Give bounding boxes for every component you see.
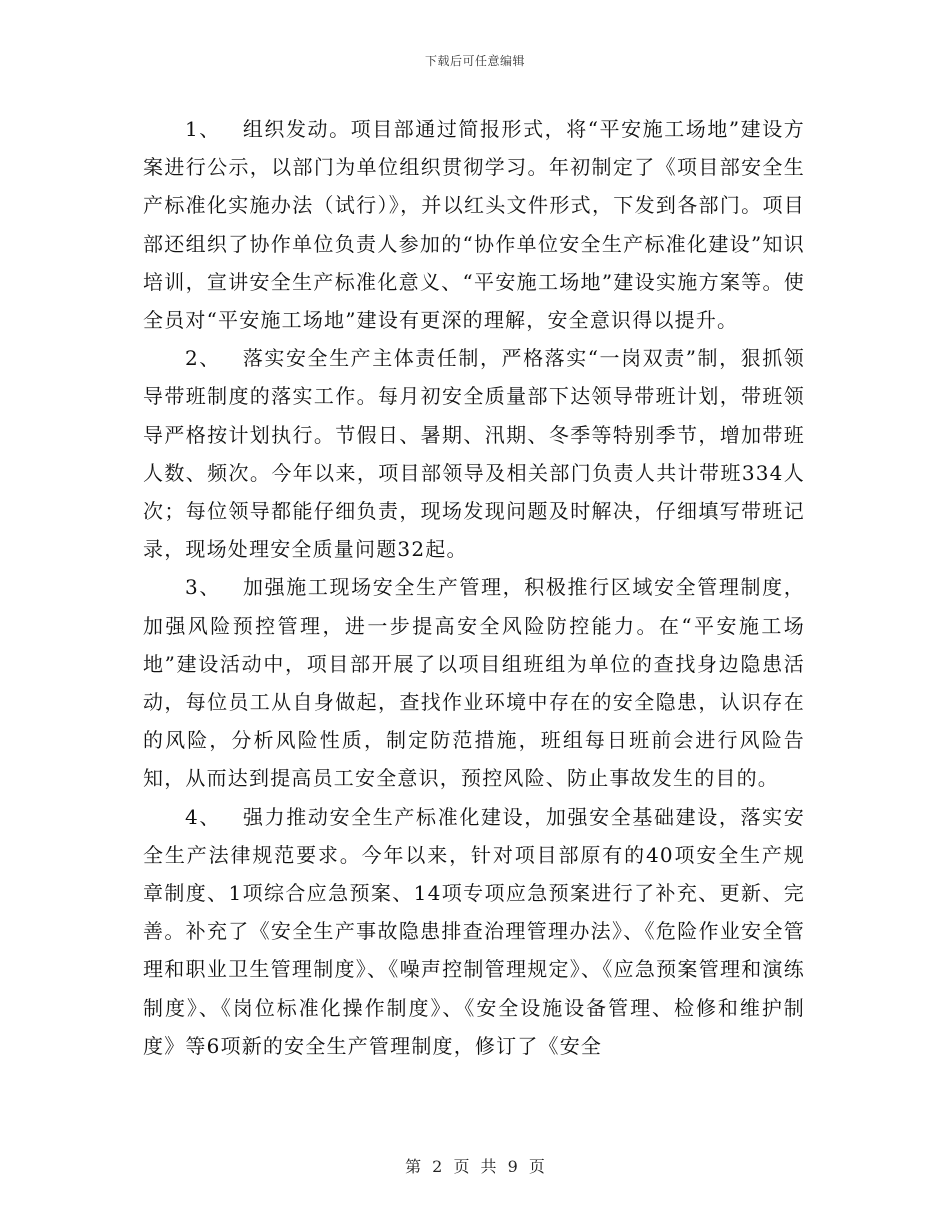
paragraph-text: 强力推动安全生产标准化建设，加强安全基础建设，落实安全生产法律规范要求。今年以来，针对项目部原有的40项安全生产规章制度、1项综合应急预案、14项专项应急预案进行了补充、更新、完善。补充了《安全生产事故隐患排查治理管理办法》、《危险作业安全管理和职业卫生管理制度》、《噪声控制管理规定》、《应急预案管理和演练制度》、《岗位标准化操作制度》、《安全设施设备管理、检修和维护制度》等6项新的安全生产管理制度，修订了《安全 <box>143 804 806 1058</box>
paragraph-1 <box>143 110 805 339</box>
paragraph-number: 3、 <box>185 575 221 600</box>
paragraph-number: 4、 <box>185 804 221 829</box>
document-body <box>143 110 805 1065</box>
page-header: 下载后可任意编辑 <box>424 54 525 68</box>
page-footer: 第 2 页 共 9 页 <box>405 1157 545 1176</box>
paragraph-4 <box>143 798 805 1065</box>
paragraph-number: 2、 <box>185 346 221 371</box>
paragraph-3 <box>143 568 805 797</box>
paragraph-text: 落实安全生产主体责任制，严格落实“一岗双责”制，狠抓领导带班制度的落实工作。每月初安全质量部下达领导带班计划，带班领导严格按计划执行。节假日、暑期、汛期、冬季等特别季节，增加带班人数、频次。今年以来，项目部领导及相关部门负责人共计带班334人次；每位领导都能仔细负责，现场发现问题及时解决，仔细填写带班记录，现场处理安全质量问题32起。 <box>143 346 805 562</box>
paragraph-text: 组织发动。项目部通过简报形式，将“平安施工场地”建设方案进行公示，以部门为单位组织贯彻学习。年初制定了《项目部安全生产标准化实施办法（试行）》，并以红头文件形式，下发到各部门。项目部还组织了协作单位负责人参加的“协作单位安全生产标准化建设”知识培训，宣讲安全生产标准化意义、“平安施工场地”建设实施方案等。使全员对“平安施工场地”建设有更深的理解，安全意识得以提升。 <box>143 117 805 333</box>
paragraph-number: 1、 <box>185 117 221 141</box>
paragraph-2 <box>143 339 805 568</box>
paragraph-text: 加强施工现场安全生产管理，积极推行区域安全管理制度，加强风险预控管理，进一步提高安全风险防控能力。在“平安施工场地”建设活动中，项目部开展了以项目组班组为单位的查找身边隐患活动，每位员工从自身做起，查找作业环境中存在的安全隐患，认识存在的风险，分析风险性质，制定防范措施，班组每日班前会进行风险告知，从而达到提高员工安全意识，预控风险、防止事故发生的目的。 <box>143 575 806 791</box>
